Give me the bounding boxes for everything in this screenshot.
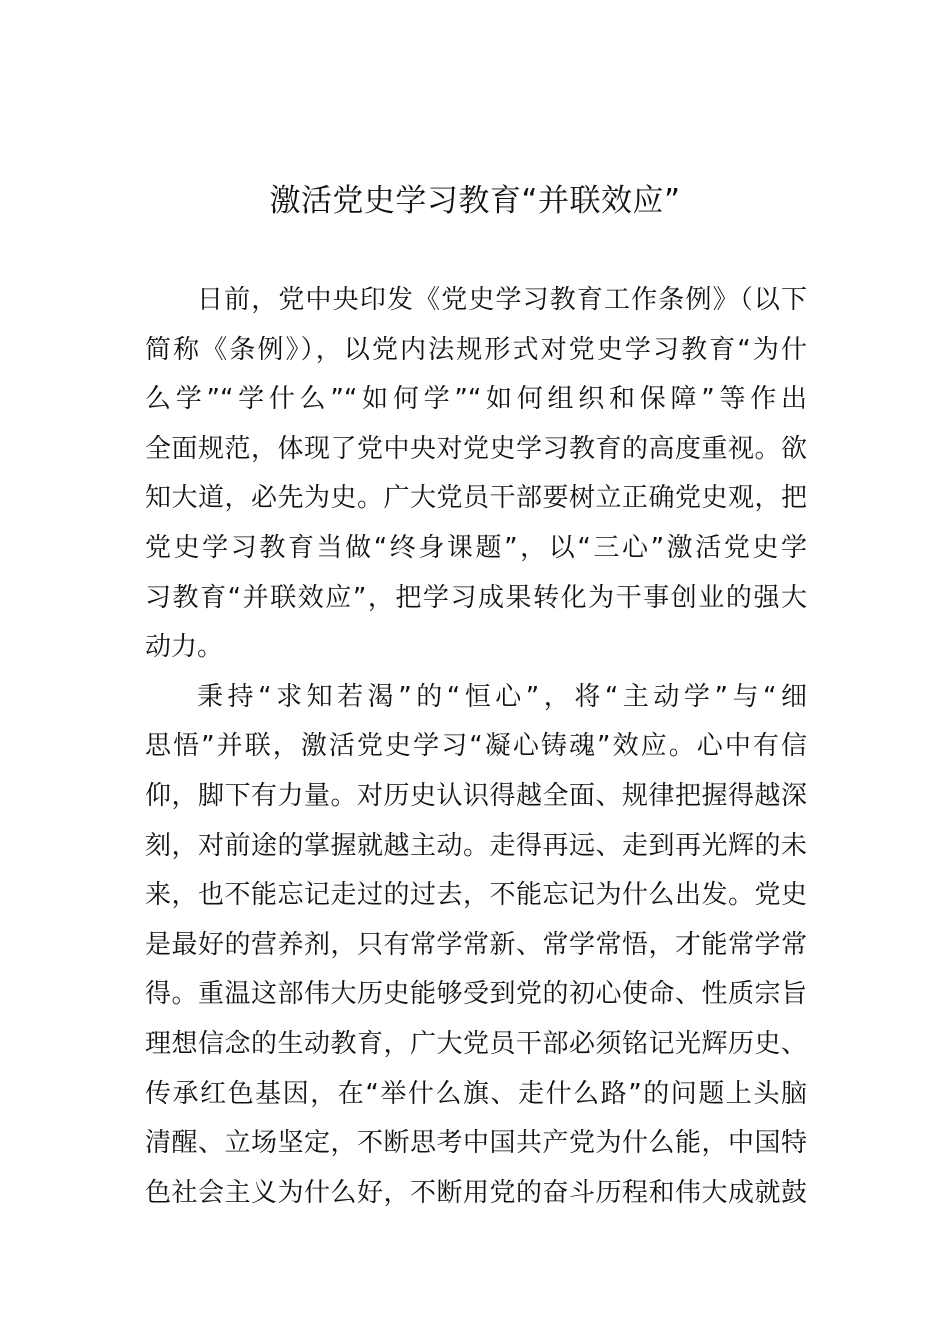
paragraph-1-line-1: 日前，党中央印发《党史学习教育工作条例》（以下: [197, 285, 807, 315]
paragraph-2-line-9: 传承红色基因，在“举什么旗、走什么路”的问题上头脑: [145, 1078, 807, 1109]
paragraph-2-line-1: 秉持“求知若渴”的“恒心”，将“主动学”与“细: [197, 681, 807, 712]
paragraph-2-line-2: 思悟”并联，激活党史学习“凝心铸魂”效应。心中有信: [145, 731, 807, 762]
paragraph-1-line-4: 全面规范，体现了党中央对党史学习教育的高度重视。欲: [145, 433, 807, 464]
paragraph-2-line-7: 得。重温这部伟大历史能够受到党的初心使命、性质宗旨: [145, 979, 807, 1010]
document-body: [145, 276, 807, 1218]
paragraph-2-line-4: 刻，对前途的掌握就越主动。走得再远、走到再光辉的未: [145, 830, 807, 861]
paragraph-2-line-8: 理想信念的生动教育，广大党员干部必须铭记光辉历史、: [145, 1028, 807, 1059]
paragraph-2-line-3: 仰，脚下有力量。对历史认识得越全面、规律把握得越深: [145, 780, 807, 811]
paragraph-2-line-11: 色社会主义为什么好，不断用党的奋斗历程和伟大成就鼓: [145, 1177, 807, 1208]
paragraph-1-line-2: 简称《条例》），以党内法规形式对党史学习教育“为什: [145, 334, 807, 365]
paragraph-1-line-3: 么学”“学什么”“如何学”“如何组织和保障”等作出: [145, 384, 807, 415]
paragraph-2-line-5: 来，也不能忘记走过的过去，不能忘记为什么出发。党史: [145, 880, 807, 911]
paragraph-1-line-7: 习教育“并联效应”，把学习成果转化为干事创业的强大: [145, 582, 807, 613]
paragraph-1-line-5: 知大道，必先为史。广大党员干部要树立正确党史观，把: [145, 483, 807, 514]
paragraph-1-line-8: 动力。: [145, 632, 224, 663]
paragraph-2-line-6: 是最好的营养剂，只有常学常新、常学常悟，才能常学常: [145, 929, 807, 960]
paragraph-2-line-10: 清醒、立场坚定，不断思考中国共产党为什么能，中国特: [145, 1128, 807, 1159]
paragraph-1-line-6: 党史学习教育当做“终身课题”，以“三心”激活党史学: [145, 532, 807, 563]
document-title: 激活党史学习教育“并联效应”: [269, 183, 681, 219]
